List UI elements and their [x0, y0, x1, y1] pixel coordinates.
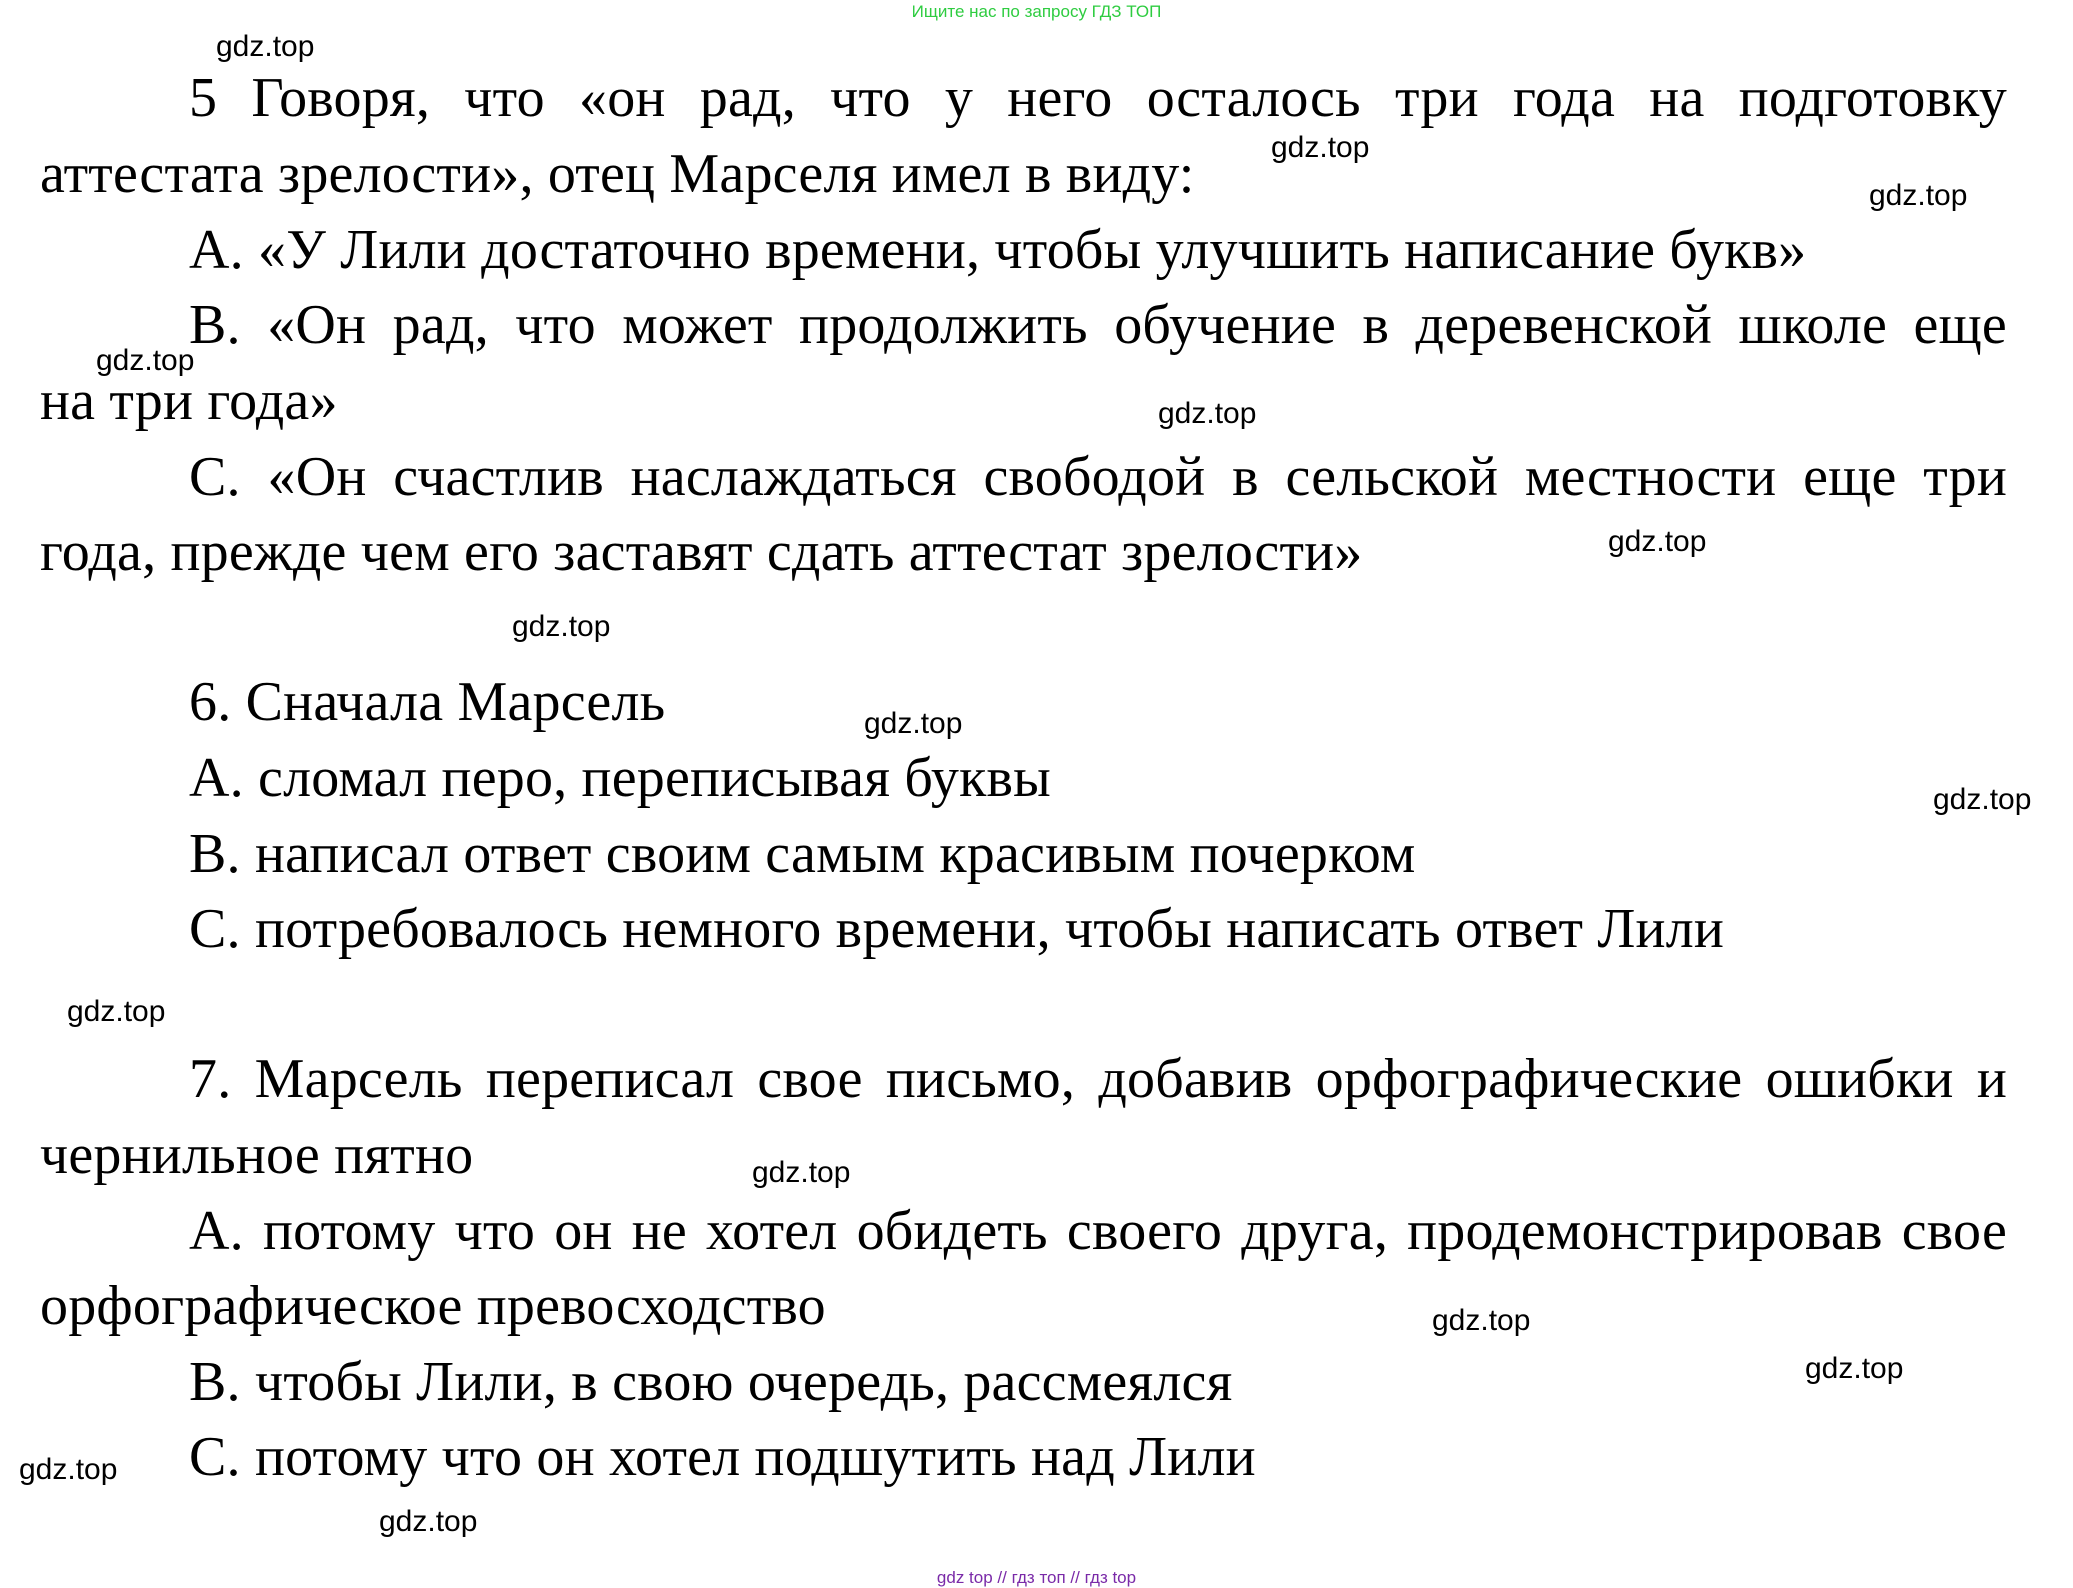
- watermark: gdz.top: [512, 610, 611, 643]
- watermark: gdz.top: [864, 707, 963, 740]
- question-6-text: 6. Сначала Марсель: [189, 671, 666, 733]
- watermark: gdz.top: [1432, 1304, 1531, 1337]
- question-7-option-a-line-2: орфографическое превосходство: [40, 1275, 826, 1337]
- watermark: gdz.top: [67, 995, 166, 1028]
- watermark: gdz.top: [1271, 131, 1370, 164]
- top-banner: Ищите нас по запросу ГДЗ ТОП: [911, 2, 1162, 21]
- question-6-option-b: B. написал ответ своим самым красивым почерком: [189, 823, 1416, 885]
- question-7-option-a-line-1: A. потому что он не хотел обидеть своего друга, продемонстрировав свое: [189, 1200, 2007, 1262]
- question-7-line-1: 7. Марсель переписал свое письмо, добавив орфографические ошибки и: [189, 1048, 2007, 1110]
- question-5-line-2: аттестата зрелости», отец Марселя имел в виду:: [40, 143, 1195, 205]
- watermark: gdz.top: [1933, 783, 2032, 816]
- question-5-option-b-line-2: на три года»: [40, 370, 338, 432]
- watermark: gdz.top: [1158, 397, 1257, 430]
- question-7-option-c: C. потому что он хотел подшутить над Лили: [189, 1426, 1256, 1488]
- watermark: gdz.top: [19, 1453, 118, 1486]
- watermark: gdz.top: [752, 1156, 851, 1189]
- question-5-option-a: A. «У Лили достаточно времени, чтобы улучшить написание букв»: [189, 219, 1807, 281]
- watermark: gdz.top: [96, 344, 195, 377]
- question-6-option-c: C. потребовалось немного времени, чтобы написать ответ Лили: [189, 898, 1725, 960]
- question-6-option-a: A. сломал перо, переписывая буквы: [189, 747, 1051, 809]
- watermark: gdz.top: [216, 30, 315, 63]
- footer-links: gdz top // гдз топ // гдз top: [936, 1568, 1137, 1587]
- question-5-line-1: 5 Говоря, что «он рад, что у него осталось три года на подготовку: [189, 67, 2007, 129]
- question-5-option-b-line-1: B. «Он рад, что может продолжить обучение в деревенской школе еще: [189, 294, 2007, 356]
- watermark: gdz.top: [379, 1505, 478, 1538]
- question-5-option-c-line-1: C. «Он счастлив наслаждаться свободой в сельской местности еще три: [189, 446, 2007, 508]
- question-7-line-2: чернильное пятно: [40, 1124, 474, 1186]
- watermark: gdz.top: [1805, 1352, 1904, 1385]
- watermark: gdz.top: [1608, 525, 1707, 558]
- question-7-option-b: B. чтобы Лили, в свою очередь, рассмеялся: [189, 1351, 1233, 1413]
- question-5-option-c-line-2: года, прежде чем его заставят сдать аттестат зрелости»: [40, 521, 1363, 583]
- watermark: gdz.top: [1869, 179, 1968, 212]
